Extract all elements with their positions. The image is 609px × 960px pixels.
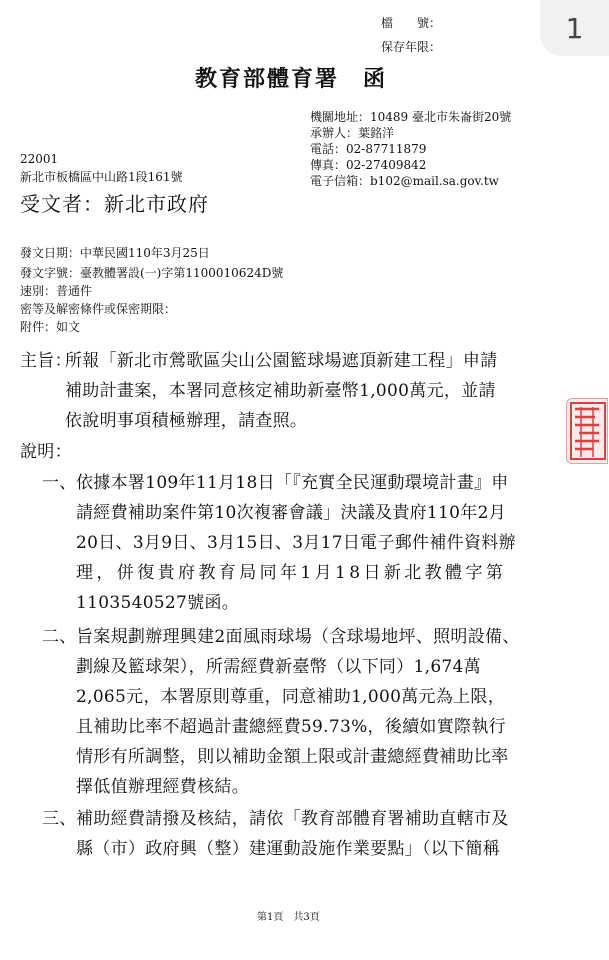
meta-speed: 速別：普通件 <box>20 284 93 298</box>
sender-phone: 電話：02-87711879 <box>310 142 427 156</box>
item-line: 縣（市）政府興（整）建運動設施作業要點」（以下簡稱 <box>76 839 500 859</box>
recipient-to: 受文者：新北市政府 <box>20 192 209 216</box>
sender-email: 電子信箱：b102@mail.sa.gov.tw <box>310 174 499 188</box>
item-line: 依據本署109年11月18日「『充實全民運動環境計畫』申 <box>76 473 509 493</box>
item-line: 擇低值辦理經費核結。 <box>76 777 249 797</box>
item-line: 1103540527號函。 <box>76 593 240 613</box>
item-line: 請經費補助案件第10次複審會議」決議及貴府110年2月 <box>76 503 506 523</box>
subject-line: 依說明事項積極辦理，請查照。 <box>65 411 308 431</box>
retention-label: 保存年限： <box>381 40 442 54</box>
recipient-zip: 22001 <box>20 152 59 166</box>
item-line: 劃線及籃球架），所需經費新臺幣（以下同）1,674萬 <box>76 657 481 677</box>
item-line: 旨案規劃辦理興建2面風雨球場（含球場地坪、照明設備、 <box>76 627 520 647</box>
red-seal-stamp <box>566 398 608 464</box>
item-line: 且補助比率不超過計畫總經費59.73%，後續如實際執行 <box>76 717 506 737</box>
item-line: 2,065元，本署原則尊重，同意補助1,000萬元為上限， <box>76 687 506 707</box>
meta-date: 發文日期：中華民國110年3月25日 <box>20 246 210 260</box>
item-number: 一、 <box>42 473 77 493</box>
explanation-label: 說明： <box>20 442 72 462</box>
item-line: 20日、3月9日、3月15日、3月17日電子郵件補件資料辦 <box>76 533 516 553</box>
sender-fax: 傳真：02-27409842 <box>310 158 427 172</box>
sender-contact: 承辦人：葉銘洋 <box>310 126 395 140</box>
meta-number: 發文字號：臺教體署設(一)字第1100010624D號 <box>20 266 284 280</box>
item-line: 理，併復貴府教育局同年1月18日新北教體字第 <box>76 563 507 583</box>
recipient-address: 新北市板橋區中山路1段161號 <box>20 170 183 184</box>
sender-address: 機關地址：10489 臺北市朱崙街20號 <box>310 110 512 124</box>
file-number-label: 檔 號： <box>381 16 442 30</box>
subject-label: 主旨： <box>20 351 72 371</box>
document-title: 教育部體育署 函 <box>195 66 388 92</box>
subject-line: 所報「新北市鶯歌區尖山公園籃球場遮頂新建工程」申請 <box>65 351 498 371</box>
meta-attachment: 附件：如文 <box>20 320 81 334</box>
page-footer: 第1頁 共3頁 <box>257 912 320 923</box>
subject-line: 補助計畫案，本署同意核定補助新臺幣1,000萬元，並請 <box>65 381 496 401</box>
item-number: 三、 <box>42 809 77 829</box>
item-line: 補助經費請撥及核結，請依「教育部體育署補助直轄市及 <box>76 809 509 829</box>
page-number-badge: 1 <box>540 0 609 56</box>
item-number: 二、 <box>42 627 77 647</box>
item-line: 情形有所調整，則以補助金額上限或計畫總經費補助比率 <box>76 747 509 767</box>
meta-security: 密等及解密條件或保密期限： <box>20 302 177 316</box>
